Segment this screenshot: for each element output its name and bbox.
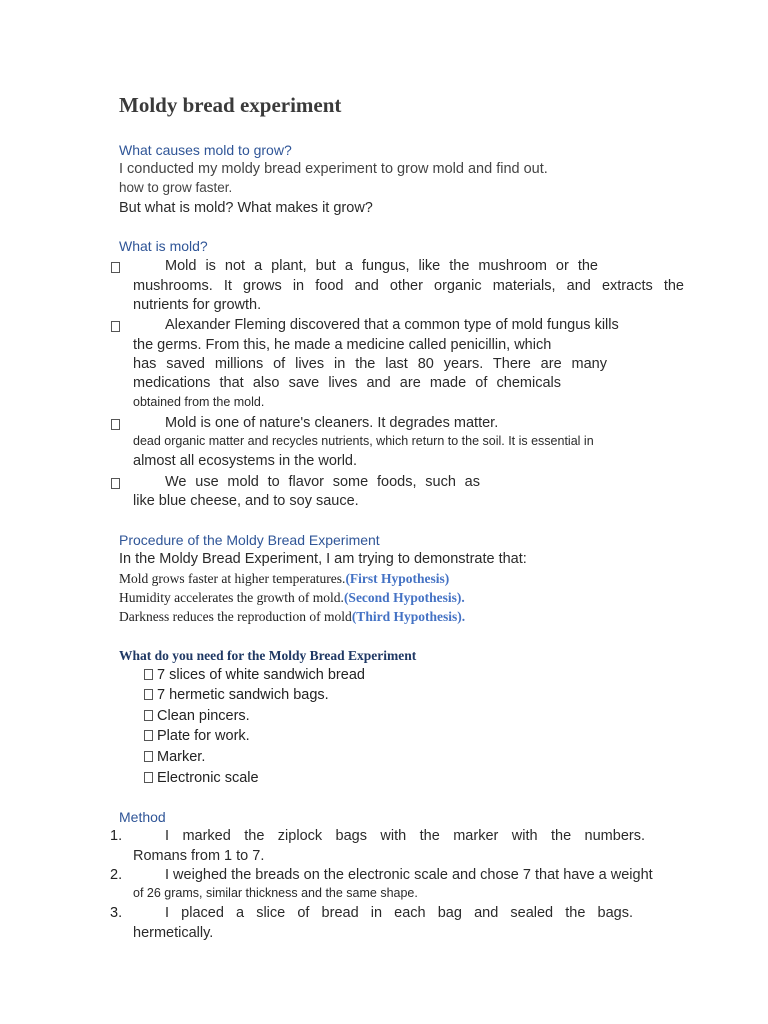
bullet4-line-2: like blue cheese, and to soy sauce. <box>133 493 359 509</box>
heading-method: Method <box>119 809 166 825</box>
hypothesis-3 <box>119 609 465 625</box>
bullet2-line-4: medications that also save lives and are made of chemicals <box>133 375 561 391</box>
list-item: Clean pincers. <box>144 708 250 724</box>
step3-line-2: hermetically. <box>133 925 214 941</box>
hypothesis-1-text: Mold grows faster at higher temperatures. <box>119 571 346 586</box>
bullet1-line-2: mushrooms. It grows in food and other organic materials, and extracts the <box>133 278 684 294</box>
hypothesis-3-text: Darkness reduces the reproduction of mold <box>119 609 352 624</box>
step-number-1: 1. <box>110 828 123 844</box>
checkbox-box-icon <box>144 730 153 741</box>
list-item: Marker. <box>144 749 205 765</box>
step2-line-2: of 26 grams, similar thickness and the same shape. <box>133 886 418 900</box>
bullet-box-icon <box>111 262 120 273</box>
bullet1-line-1: Mold is not a plant, but a fungus, like the mushroom or the <box>165 258 598 274</box>
intro-line-1: I conducted my moldy bread experiment to grow mold and find out. <box>119 161 548 177</box>
list-item: 7 hermetic sandwich bags. <box>144 687 329 703</box>
heading-what-is-mold: What is mold? <box>119 238 208 254</box>
step-number-3: 3. <box>110 905 123 921</box>
step1-line-1: I marked the ziplock bags with the marker with the numbers. <box>165 828 645 844</box>
step-number-2: 2. <box>110 867 123 883</box>
bullet3-line-3: almost all ecosystems in the world. <box>133 453 358 469</box>
bullet3-line-1: Mold is one of nature's cleaners. It degrades matter. <box>165 415 499 431</box>
intro-line-2: how to grow faster. <box>119 180 233 195</box>
hypothesis-1-tag: (First Hypothesis) <box>345 571 450 586</box>
bullet2-line-5: obtained from the mold. <box>133 395 265 409</box>
heading-what-causes-mold: What causes mold to grow? <box>119 142 292 158</box>
bullet4-line-1: We use mold to flavor some foods, such as <box>165 474 480 490</box>
checkbox-box-icon <box>144 710 153 721</box>
heading-what-you-need: What do you need for the Moldy Bread Experiment <box>119 648 417 663</box>
list-item: Plate for work. <box>144 728 250 744</box>
page-title: Moldy bread experiment <box>119 93 342 117</box>
step3-line-1: I placed a slice of bread in each bag and sealed the bags. <box>165 905 633 921</box>
hypothesis-1 <box>119 571 449 587</box>
hypothesis-2 <box>119 590 465 606</box>
bullet-box-icon <box>111 321 120 332</box>
list-item: Electronic scale <box>144 770 259 786</box>
checkbox-box-icon <box>144 669 153 680</box>
checkbox-box-icon <box>144 772 153 783</box>
bullet3-line-2: dead organic matter and recycles nutrients, which return to the soil. It is essential in <box>133 434 594 448</box>
hypothesis-2-tag: (Second Hypothesis). <box>343 590 465 605</box>
step1-line-2: Romans from 1 to 7. <box>133 848 265 864</box>
step2-line-1: I weighed the breads on the electronic scale and chose 7 that have a weight <box>165 867 653 883</box>
list-item: 7 slices of white sandwich bread <box>144 667 365 683</box>
bullet2-line-3: has saved millions of lives in the last 80 years. There are many <box>133 356 607 372</box>
procedure-intro: In the Moldy Bread Experiment, I am trying to demonstrate that: <box>119 551 527 567</box>
bullet1-line-3: nutrients for growth. <box>133 297 262 313</box>
heading-procedure: Procedure of the Moldy Bread Experiment <box>119 532 380 548</box>
bullet2-line-2: the germs. From this, he made a medicine called penicillin, which <box>133 337 552 353</box>
bullet-box-icon <box>111 478 120 489</box>
hypothesis-2-text: Humidity accelerates the growth of mold. <box>119 590 344 605</box>
bullet-box-icon <box>111 419 120 430</box>
hypothesis-3-tag: (Third Hypothesis). <box>351 609 466 624</box>
checkbox-box-icon <box>144 689 153 700</box>
checkbox-box-icon <box>144 751 153 762</box>
intro-line-3: But what is mold? What makes it grow? <box>119 200 373 216</box>
bullet2-line-1: Alexander Fleming discovered that a common type of mold fungus kills <box>165 317 619 333</box>
